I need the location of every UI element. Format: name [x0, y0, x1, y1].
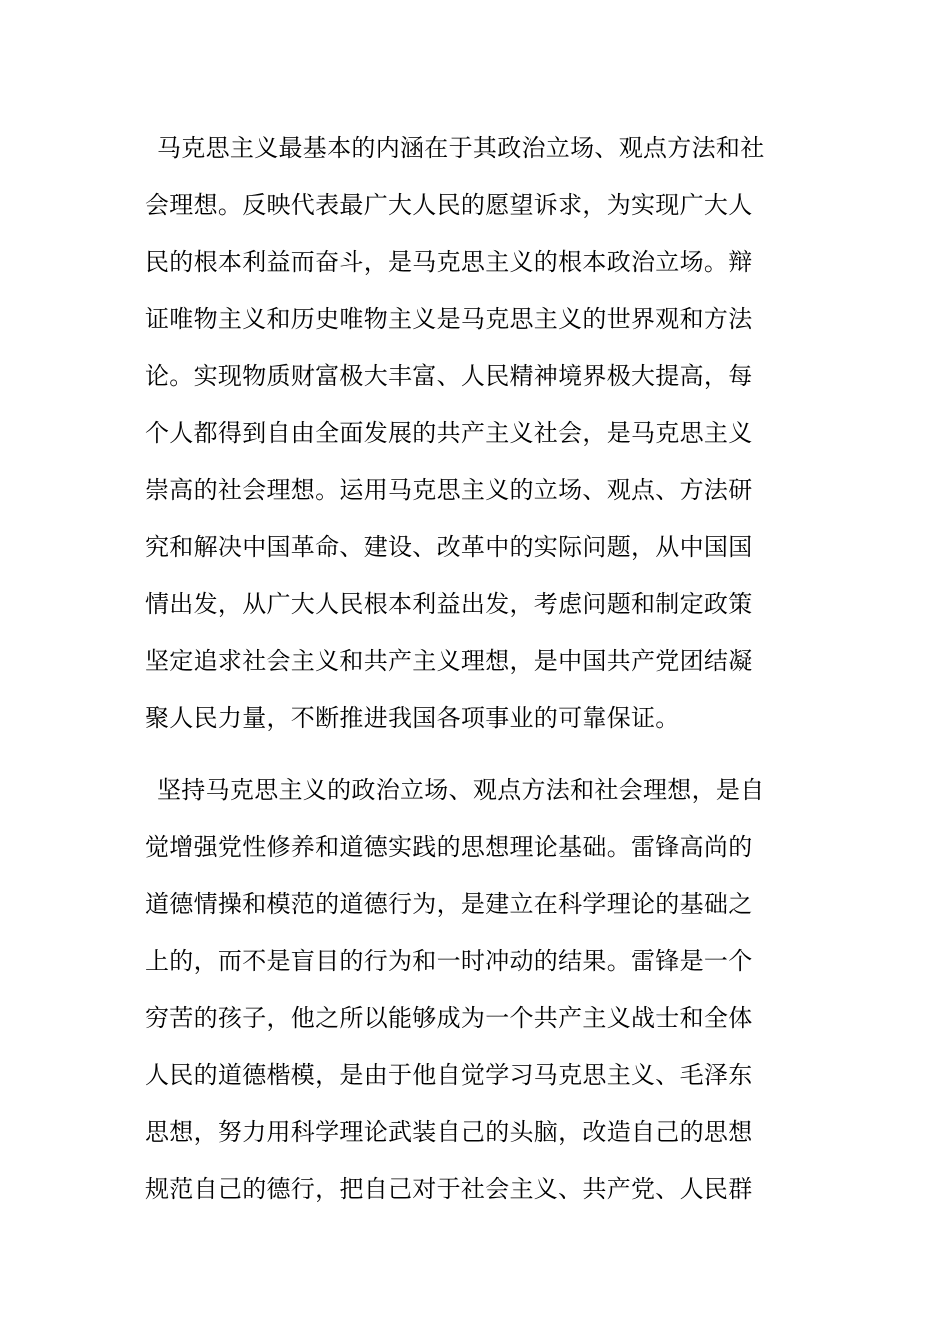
text-line: 论。实现物质财富极大丰富、人民精神境界极大提高，每	[145, 362, 753, 390]
text-line: 上的，而不是盲目的行为和一时冲动的结果。雷锋是一个	[145, 947, 753, 975]
paragraph-1	[145, 120, 810, 747]
text-line: 马克思主义最基本的内涵在于其政治立场、观点方法和社	[157, 134, 765, 162]
text-line: 会理想。反映代表最广大人民的愿望诉求，为实现广大人	[145, 191, 753, 219]
text-line: 规范自己的德行，把自己对于社会主义、共产党、人民群	[145, 1175, 753, 1203]
text-line: 情出发，从广大人民根本利益出发，考虑问题和制定政策	[145, 590, 753, 618]
text-line: 觉增强党性修养和道德实践的思想理论基础。雷锋高尚的	[145, 833, 753, 861]
text-line: 民的根本利益而奋斗，是马克思主义的根本政治立场。辩	[145, 248, 753, 276]
document-body	[145, 120, 810, 1218]
text-line: 坚持马克思主义的政治立场、观点方法和社会理想，是自	[157, 776, 765, 804]
text-line: 聚人民力量，不断推进我国各项事业的可靠保证。	[145, 704, 680, 732]
text-line: 证唯物主义和历史唯物主义是马克思主义的世界观和方法	[145, 305, 753, 333]
text-line: 崇高的社会理想。运用马克思主义的立场、观点、方法研	[145, 476, 753, 504]
text-line: 人民的道德楷模，是由于他自觉学习马克思主义、毛泽东	[145, 1061, 753, 1089]
text-line: 个人都得到自由全面发展的共产主义社会，是马克思主义	[145, 419, 753, 447]
paragraph-2	[145, 762, 810, 1218]
text-line: 穷苦的孩子，他之所以能够成为一个共产主义战士和全体	[145, 1004, 753, 1032]
text-line: 道德情操和模范的道德行为，是建立在科学理论的基础之	[145, 890, 753, 918]
text-line: 思想，努力用科学理论武装自己的头脑，改造自己的思想	[145, 1118, 753, 1146]
text-line: 坚定追求社会主义和共产主义理想，是中国共产党团结凝	[145, 647, 753, 675]
paragraph-spacer	[145, 747, 810, 762]
text-line: 究和解决中国革命、建设、改革中的实际问题，从中国国	[145, 533, 753, 561]
